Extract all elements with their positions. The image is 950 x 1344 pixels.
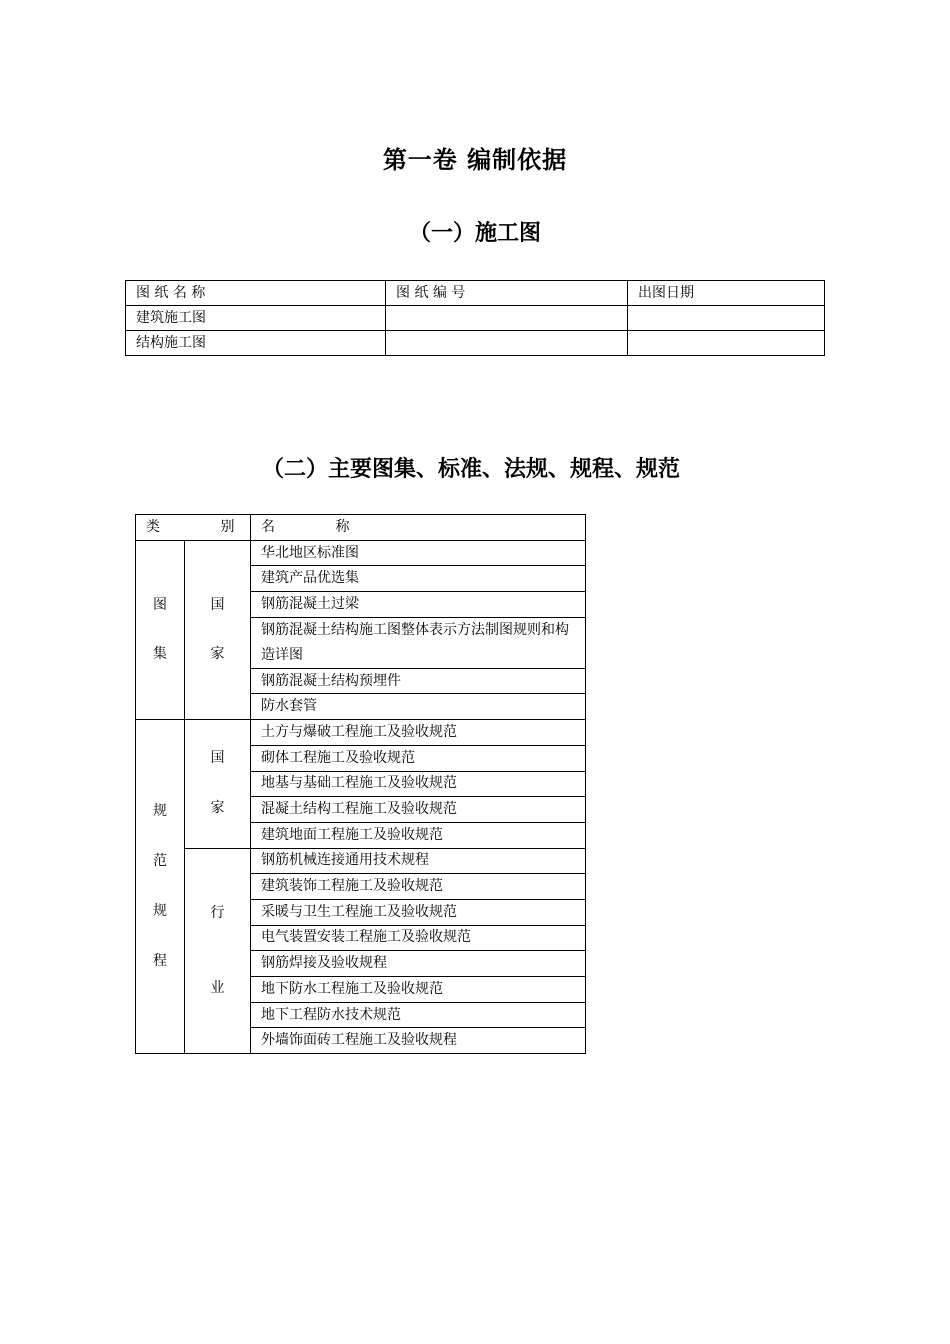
section-heading-standards: （二）主要图集、标准、法规、规程、规范 [261, 457, 680, 482]
table-header-row [126, 281, 825, 306]
table-cell: 土方与爆破工程施工及验收规范 [251, 720, 586, 746]
table-cell: 钢筋混凝土结构施工图整体表示方法制图规则和构造详图 [251, 617, 586, 668]
table-cell: 地下防水工程施工及验收规范 [251, 977, 586, 1003]
table-cell: 钢筋混凝土过梁 [251, 592, 586, 618]
subcategory-char: 业 [210, 979, 225, 996]
table-cell [628, 331, 825, 356]
category-char: 范 [153, 853, 167, 870]
subcategory-cell [185, 720, 251, 848]
table-cell [386, 306, 628, 331]
table-cell: 地下工程防水技术规范 [251, 1002, 586, 1028]
table-cell: 外墙饰面砖工程施工及验收规程 [251, 1028, 586, 1054]
table-cell: 建筑地面工程施工及验收规范 [251, 822, 586, 848]
header-cell: 图 纸 名 称 [126, 281, 386, 306]
category-char: 规 [153, 903, 167, 920]
section-heading-drawings: （一）施工图 [408, 221, 541, 246]
subcategory-char: 国 [210, 750, 225, 767]
category-char: 图 [153, 596, 167, 613]
table-cell: 地基与基础工程施工及验收规范 [251, 771, 586, 797]
header-cell: 图 纸 编 号 [386, 281, 628, 306]
table-row [136, 848, 586, 874]
table-row [136, 720, 586, 746]
subcategory-cell [185, 540, 251, 719]
subcategory-cell [185, 848, 251, 1054]
table-cell: 建筑施工图 [126, 306, 386, 331]
table-cell [628, 306, 825, 331]
table-row [126, 331, 825, 356]
table-cell: 混凝土结构工程施工及验收规范 [251, 797, 586, 823]
category-cell [136, 720, 185, 1054]
header-cell: 名 称 [251, 515, 586, 541]
table-header-row [136, 515, 586, 541]
category-cell [136, 540, 185, 719]
category-char: 集 [153, 645, 167, 662]
table-cell: 结构施工图 [126, 331, 386, 356]
standards-table [135, 514, 586, 1054]
table-row [126, 306, 825, 331]
subcategory-char: 行 [210, 904, 225, 921]
drawings-table [125, 280, 825, 356]
category-char: 程 [153, 953, 167, 970]
table-row [136, 540, 586, 566]
table-cell: 华北地区标准图 [251, 540, 586, 566]
table-cell: 采暖与卫生工程施工及验收规范 [251, 899, 586, 925]
table-cell: 钢筋机械连接通用技术规程 [251, 848, 586, 874]
table-cell: 建筑产品优选集 [251, 566, 586, 592]
table-cell: 钢筋焊接及验收规程 [251, 951, 586, 977]
subcategory-char: 家 [210, 800, 225, 817]
category-char: 规 [153, 803, 167, 820]
table-cell: 建筑装饰工程施工及验收规范 [251, 874, 586, 900]
table-cell: 电气装置安装工程施工及验收规范 [251, 925, 586, 951]
volume-title: 第一卷 编制依据 [382, 146, 568, 174]
subcategory-char: 家 [210, 645, 225, 662]
header-cell: 出图日期 [628, 281, 825, 306]
subcategory-char: 国 [210, 596, 225, 613]
table-cell [386, 331, 628, 356]
table-cell: 钢筋混凝土结构预埋件 [251, 668, 586, 694]
table-cell: 防水套管 [251, 694, 586, 720]
header-cell: 类 别 [136, 515, 251, 541]
table-cell: 砌体工程施工及验收规范 [251, 745, 586, 771]
